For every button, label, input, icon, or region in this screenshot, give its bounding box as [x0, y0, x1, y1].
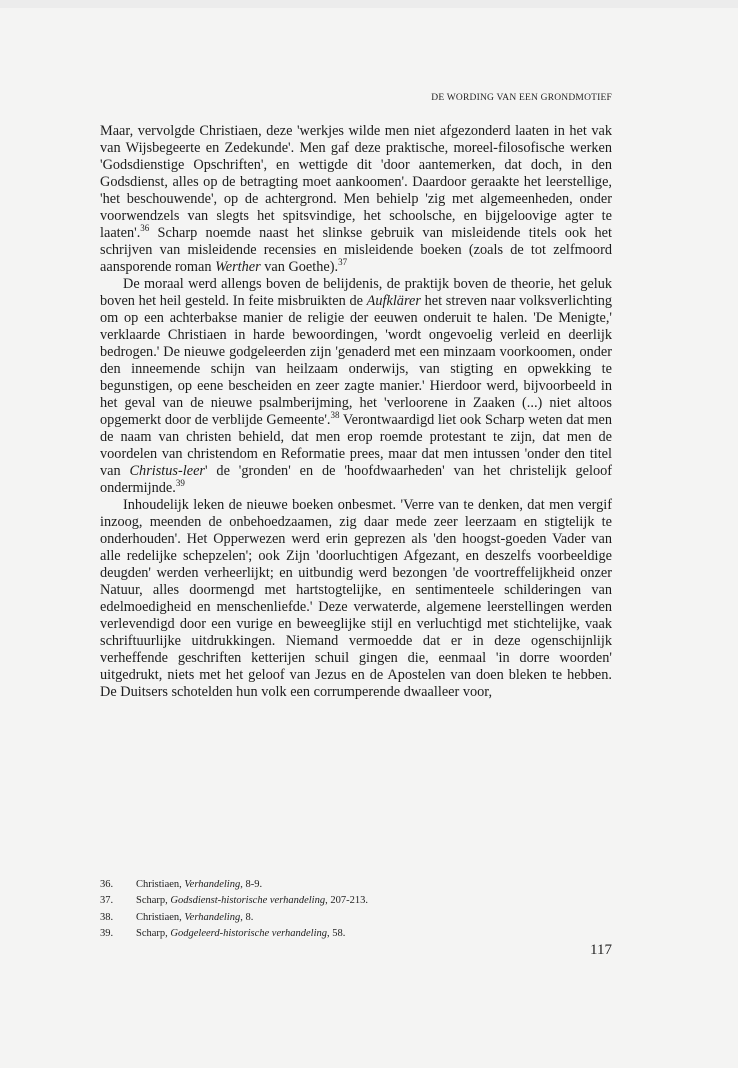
- footnote-ref: 38: [330, 410, 340, 421]
- footnotes: [100, 877, 612, 942]
- footnote-ref: 39: [175, 478, 185, 489]
- footnote-title: Verhandeling: [181, 879, 241, 890]
- paragraph: [100, 123, 612, 276]
- italic-title: Christus-leer: [129, 463, 205, 479]
- footnote-author: Scharp,: [136, 927, 168, 939]
- footnote-pages: , 8-9.: [240, 879, 263, 890]
- footnote-number: 39.: [100, 927, 114, 939]
- footnote: [100, 877, 612, 893]
- footnote-title: Godgeleerd-historische verhandeling: [167, 927, 328, 939]
- footnote-title: Verhandeling: [181, 911, 241, 923]
- footnote-pages: , 8.: [240, 911, 254, 923]
- footnote-author: Scharp,: [136, 895, 168, 907]
- footnote-number: 38.: [100, 911, 114, 923]
- footnote: [100, 893, 612, 909]
- text-run: Maar, vervolgde Christiaen, deze 'werkjes wilde men niet afgezonderd laaten in het vak van Wijsbegeerte en Zedekunde'. Men gaf deze praktische, moreel-filosofische werken 'Godsdienstige Opschriften', en wettigde dit 'door aantemerken, dat doch, in den Godsdienst, alles op de betragting moet aankoomen'. Daardoor geraakte het leerstellige, 'het beschouwende', op de achtergrond. Men behielp 'zig met algemeenheden, onder voorwendzels van slegts het spitsvindige, het schoolsche, en bijgeloovige agter te laaten'.: [100, 123, 612, 241]
- scan-top-edge: [0, 0, 738, 8]
- footnote-author: Christiaen,: [136, 879, 182, 890]
- text-run: Inhoudelijk leken de nieuwe boeken onbesmet. 'Verre van te denken, dat men vergif inzoog, meenden de onbehoedzaamen, zig daar mede zeer leerzaam en stigtelijk te onderhouden'. Het Opperwezen werd erin geprezen als 'den hoogst-goeden Vader van alle redelijke schepzelen'; ook Zijn 'doorluchtigen Afgezant, en deszelfs voorbeeldige deugden' werden verheerlijkt; en uitbundig werd bezongen 'de voortreffelijkheid onzer Natuur, alles doormengd met hartstogtelijke, en sentimenteele schilderingen van edelmoedigheid en menschenliefde.' Deze verwaterde, algemene leerstellingen werden verlevendigd door een vurige en beweeglijke stijl en verluchtigd met stichtelijke, vaak schriftuurlijke uitdrukkingen. Niemand vermoedde dat er in deze ogenschijnlijk verheffende geschriften ketterijen schuil gingen die, eenmaal 'in dorre woorden' uitgedrukt, niets met het geloof van Jezus en de Apostelen van doen bleken te hebben. De Duitsers schotelden hun volk een corrumperende dwaalleer voor,: [100, 497, 612, 700]
- footnote-pages: , 58.: [327, 927, 346, 939]
- text-run: De moraal werd allengs boven de belijdenis, de praktijk boven de theorie, het geluk boven het heil gesteld. In feite misbruikten de: [100, 276, 612, 309]
- footnote-number: 36.: [100, 879, 114, 890]
- footnote-number: 37.: [100, 895, 114, 907]
- footnote-title: Godsdienst-historische verhandeling: [167, 895, 326, 907]
- footnote-ref: 37: [338, 257, 348, 268]
- text-run: Scharp noemde naast het slinkse gebruik van misleidende titels ook het schrijven van misleidende recensies en misleidende boeken (zoals de tot zelfmoord aansporende roman: [100, 225, 612, 275]
- running-head: DE WORDING VAN EEN GRONDMOTIEF: [431, 93, 612, 103]
- footnote-ref: 36: [140, 223, 150, 234]
- paragraph: [100, 497, 612, 701]
- footnote: [100, 926, 612, 942]
- text-run: van Goethe).: [260, 259, 339, 275]
- footnote-author: Christiaen,: [136, 911, 182, 923]
- footnote: [100, 910, 612, 926]
- text-run: Verontwaardigd liet ook Scharp weten dat men de naam van christen behield, dat men erop roemde protestant te zijn, dat men de voordelen van christendom en Reformatie prees, maar dat men intussen 'onder den titel van: [100, 412, 612, 479]
- footnote-pages: , 207-213.: [325, 895, 368, 907]
- page-number: 117: [590, 942, 612, 958]
- text-run: het streven naar volksverlichting om op een achterbakse manier de religie der eeuwen onderuit te halen. 'De Menigte,' verklaarde Christiaen in harde bewoordingen, 'wordt ongevoelig verleid en deerlijk bedrogen.' De nieuwe godgeleerden zijn 'genaderd met een minzaam voorkoomen, onder den inneemende schijn van heilzaam onderwijs, van stigting en opwekking te begunstigen, op eene bescheiden en zeer zagte manier.' Hierdoor werd, bijvoorbeeld in het geval van de nieuwe psalmberijming, het 'verloorene in Zaaken (...) niet altoos opgemerkt door de verblijde Gemeente'.: [100, 293, 612, 428]
- body-text: [100, 123, 612, 701]
- italic-title: Werther: [215, 259, 261, 275]
- italic-title: Aufklärer: [366, 293, 421, 309]
- paragraph: [100, 276, 612, 497]
- text-run: ' de 'gronden' en de 'hoofdwaarheden' van het christelijk geloof ondermijnde.: [100, 463, 612, 496]
